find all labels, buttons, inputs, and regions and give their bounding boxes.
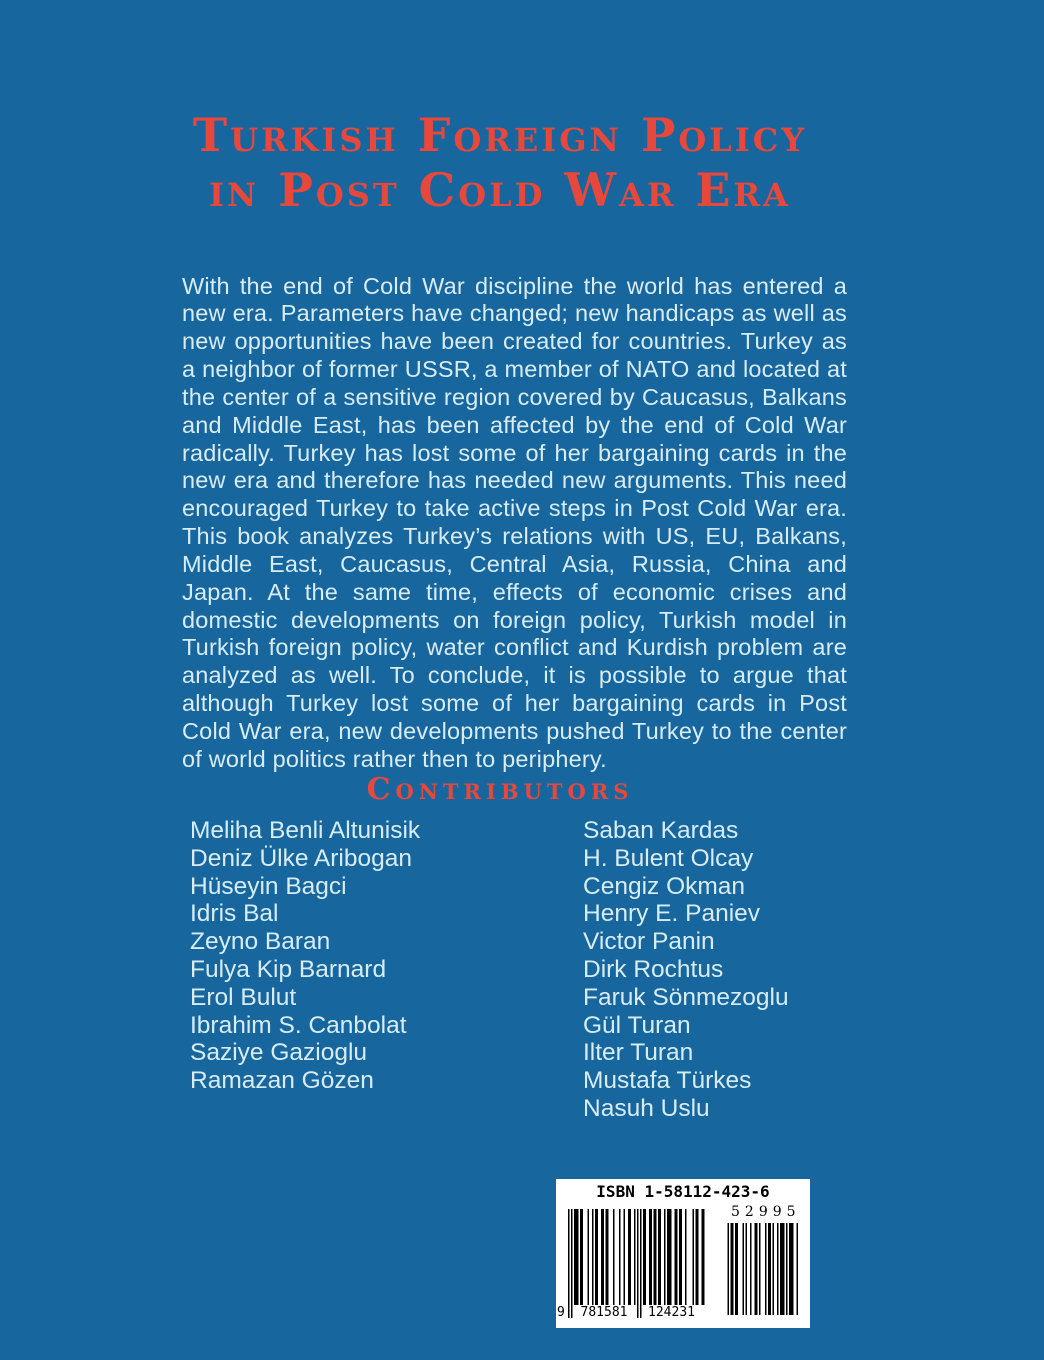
contributor-name: Faruk Sönmezoglu	[583, 983, 789, 1011]
contributor-name: Gül Turan	[583, 1011, 691, 1039]
contributor-name: H. Bulent Olcay	[583, 844, 754, 872]
contributor-name: Ibrahim S. Canbolat	[190, 1011, 407, 1039]
contributor-name: Saban Kardas	[583, 817, 739, 844]
contributor-name: Ramazan Gözen	[190, 1067, 374, 1095]
contributor-name: Erol Bulut	[190, 983, 297, 1011]
contributor-name: Cengiz Okman	[583, 872, 746, 900]
book-title-line-2: in Post Cold War Era	[209, 163, 791, 217]
contributor-name: Meliha Benli Altunisik	[190, 817, 421, 844]
contributor-name: Dirk Rochtus	[583, 955, 724, 983]
ean13-left-digits: 781581	[580, 1305, 628, 1320]
contributors-column-right	[583, 817, 789, 1123]
contributor-name: Henry E. Paniev	[583, 900, 761, 928]
isbn-number-text: ISBN 1-58112-423-6	[596, 1182, 770, 1201]
ean13-first-digit: 9	[557, 1305, 565, 1320]
price-supplement-digits: 52995	[731, 1204, 801, 1220]
contributor-name: Ilter Turan	[583, 1039, 694, 1067]
ean13-right-digits: 124231	[648, 1305, 695, 1320]
contributors-heading: Contributors	[366, 772, 634, 807]
isbn-barcode-block	[556, 1179, 810, 1328]
contributor-name: Zeyno Baran	[190, 928, 331, 956]
contributor-name: Idris Bal	[190, 900, 279, 928]
contributor-name: Mustafa Türkes	[583, 1067, 752, 1095]
book-title	[0, 108, 1000, 218]
book-title-line-1: Turkish Foreign Policy	[192, 108, 808, 162]
contributor-name: Nasuh Uslu	[583, 1094, 710, 1122]
contributor-name: Fulya Kip Barnard	[190, 955, 387, 983]
contributor-name: Saziye Gazioglu	[190, 1039, 368, 1067]
contributor-name: Hüseyin Bagci	[190, 872, 347, 900]
contributors-column-left	[190, 817, 420, 1095]
contributor-name: Deniz Ülke Aribogan	[190, 844, 412, 872]
synopsis-paragraph: With the end of Cold War discipline the world has entered a new era. Parameters have changed; new handicaps as well as new opportunities have been created for countries. Turkey as a neighbor of former USSR, a member of NATO and located at the center of a sensitive region covered by Caucasus, Balkans and Middle East, has been affected by the end of Cold War radically. Turkey has lost some of her bargaining cards in the new era and therefore has needed new arguments. This need encouraged Turkey to take active steps in Post Cold War era. This book analyzes Turkey’s relations with US, EU, Balkans, Middle East, Caucasus, Central Asia, Russia, China and Japan. At the same time, effects of economic crises and domestic developments on foreign policy, Turkish model in Turkish foreign policy, water conflict and Kurdish problem are analyzed as well. To conclude, it is possible to argue that although Turkey lost some of her bargaining cards in Post Cold War era, new developments pushed Turkey to the center of world politics rather then to periphery.	[182, 272, 847, 772]
contributor-name: Victor Panin	[583, 928, 715, 956]
